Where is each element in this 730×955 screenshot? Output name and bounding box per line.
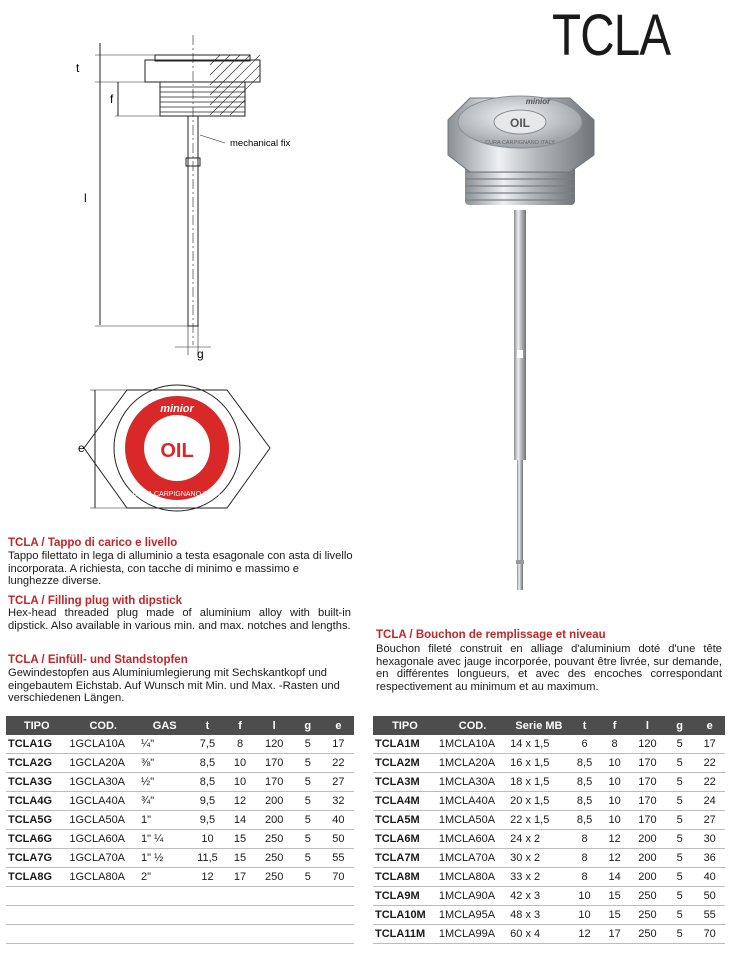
table-cell: 17	[694, 735, 725, 754]
table-cell: 10	[599, 773, 630, 792]
cell-tipo: TCLA11M	[373, 925, 437, 944]
cell-tipo: TCLA3G	[6, 773, 67, 792]
table-cell: 10	[225, 773, 256, 792]
col-header: COD.	[437, 716, 508, 735]
table-cell: 50	[694, 887, 725, 906]
table-cell: ¾"	[139, 792, 190, 811]
table-cell: 250	[256, 830, 293, 849]
table-cell: 8,5	[570, 811, 600, 830]
table-cell: 20 x 1,5	[508, 792, 570, 811]
product-photo	[420, 80, 620, 600]
table-cell: 250	[256, 868, 293, 887]
table-cell: 70	[323, 868, 354, 887]
table-row	[373, 773, 725, 792]
table-cell: 10	[599, 792, 630, 811]
col-header: t	[190, 716, 224, 735]
table-cell: 8,5	[190, 773, 224, 792]
photo-ring-text: CURA CARPIGNANO ITALY	[485, 140, 555, 146]
table-cell: 5	[665, 830, 695, 849]
table-row	[6, 792, 354, 811]
section-title-de: TCLA / Einfüll- und Standstopfen	[8, 654, 188, 666]
empty-cell	[6, 906, 354, 925]
table-cell: 1MCLA95A	[437, 906, 508, 925]
cell-tipo: TCLA2M	[373, 754, 437, 773]
table-cell: 1MCLA70A	[437, 849, 508, 868]
table-cell: 12	[599, 830, 630, 849]
badge-brand-text: minior	[160, 403, 194, 415]
table-cell: 8,5	[190, 754, 224, 773]
section-text-fr: Bouchon fileté construit en alliage d'aluminium doté d'une tête hexagonale avec jauge incorporée, pouvant être livrée, sur demande, en différentes longueurs, et avec des encoches correspondant respectivement au minimum et au maximum.	[376, 643, 722, 693]
section-title-it: TCLA / Tappo di carico e livello	[8, 537, 178, 549]
table-cell: 22	[694, 773, 725, 792]
table-cell: ⅜"	[139, 754, 190, 773]
badge-ring-text: CURA CARPIGNANO ITALY	[132, 491, 222, 498]
dim-e-label: e	[78, 441, 85, 455]
table-cell: 5	[665, 811, 695, 830]
table-cell: 22	[323, 754, 354, 773]
table-cell: 55	[694, 906, 725, 925]
cell-tipo: TCLA7G	[6, 849, 67, 868]
table-cell: 5	[293, 792, 323, 811]
table-cell: 1MCLA20A	[437, 754, 508, 773]
table-cell: 9,5	[190, 811, 224, 830]
section-title-en: TCLA / Filling plug with dipstick	[8, 595, 182, 607]
section-text-en: Hex-head threaded plug made of aluminium alloy with built-in dipstick. Also available in various min. and max. notches and lengths.	[8, 607, 351, 632]
dim-g-label: g	[197, 347, 204, 361]
table-cell: 10	[570, 906, 600, 925]
table-cell: 55	[323, 849, 354, 868]
cell-tipo: TCLA6G	[6, 830, 67, 849]
empty-cell	[6, 887, 354, 906]
table-cell: 1MCLA80A	[437, 868, 508, 887]
table-row	[373, 792, 725, 811]
table-cell: 1GCLA30A	[67, 773, 139, 792]
table-cell: 27	[694, 811, 725, 830]
table-cell: 1MCLA99A	[437, 925, 508, 944]
cell-tipo: TCLA2G	[6, 754, 67, 773]
table-cell: 8	[599, 735, 630, 754]
table-cell: 30 x 2	[508, 849, 570, 868]
cell-tipo: TCLA8G	[6, 868, 67, 887]
empty-row	[6, 906, 354, 925]
table-row	[373, 868, 725, 887]
table-cell: 120	[256, 735, 293, 754]
table-cell: 1GCLA70A	[67, 849, 139, 868]
table-row	[6, 735, 354, 754]
table-cell: 250	[630, 906, 665, 925]
table-cell: 200	[630, 849, 665, 868]
col-header: TIPO	[6, 716, 67, 735]
table-cell: 200	[256, 811, 293, 830]
table-cell: 5	[665, 868, 695, 887]
col-header: GAS	[139, 716, 190, 735]
table-cell: 48 x 3	[508, 906, 570, 925]
table-cell: 1MCLA30A	[437, 773, 508, 792]
empty-row	[6, 887, 354, 906]
table-cell: 24 x 2	[508, 830, 570, 849]
cell-tipo: TCLA1M	[373, 735, 437, 754]
table-row	[373, 925, 725, 944]
table-cell: 10	[599, 754, 630, 773]
table-row	[373, 754, 725, 773]
table-cell: 12	[190, 868, 224, 887]
table-cell: 170	[630, 792, 665, 811]
cell-tipo: TCLA4G	[6, 792, 67, 811]
table-cell: 8	[570, 830, 600, 849]
table-cell: 5	[665, 906, 695, 925]
table-cell: 1MCLA50A	[437, 811, 508, 830]
table-cell: 1MCLA40A	[437, 792, 508, 811]
table-cell: ¼"	[139, 735, 190, 754]
table-cell: 1GCLA60A	[67, 830, 139, 849]
empty-row	[6, 925, 354, 944]
table-cell: 12	[570, 925, 600, 944]
col-header: t	[570, 716, 600, 735]
photo-brand-text: minior	[525, 97, 551, 106]
table-cell: 17	[225, 868, 256, 887]
table-cell: 5	[665, 792, 695, 811]
table-cell: 200	[256, 792, 293, 811]
table-cell: 1MCLA10A	[437, 735, 508, 754]
table-row	[6, 830, 354, 849]
table-row	[6, 811, 354, 830]
table-row	[373, 811, 725, 830]
table-cell: 24	[694, 792, 725, 811]
table-cell: 14	[225, 811, 256, 830]
callout-label: mechanical fix	[230, 138, 291, 149]
table-cell: 8	[570, 868, 600, 887]
table-cell: 6	[570, 735, 600, 754]
table-cell: 32	[323, 792, 354, 811]
table-cell: 36	[694, 849, 725, 868]
cell-tipo: TCLA4M	[373, 792, 437, 811]
table-cell: 200	[630, 830, 665, 849]
table-cell: 10	[599, 811, 630, 830]
table-cell: 1GCLA20A	[67, 754, 139, 773]
table-cell: 170	[630, 811, 665, 830]
section-title-fr: TCLA / Bouchon de remplissage et niveau	[376, 629, 606, 641]
table-cell: 42 x 3	[508, 887, 570, 906]
table-cell: 1MCLA60A	[437, 830, 508, 849]
table-cell: 5	[665, 925, 695, 944]
cell-tipo: TCLA9M	[373, 887, 437, 906]
table-cell: 5	[665, 773, 695, 792]
col-header: COD.	[67, 716, 139, 735]
table-cell: 40	[694, 868, 725, 887]
table-cell: 170	[256, 754, 293, 773]
table-cell: 1GCLA50A	[67, 811, 139, 830]
col-header: e	[323, 716, 354, 735]
table-cell: 8,5	[570, 773, 600, 792]
table-cell: 5	[293, 754, 323, 773]
cell-tipo: TCLA8M	[373, 868, 437, 887]
table-cell: 15	[599, 887, 630, 906]
table-cell: 5	[293, 773, 323, 792]
col-header: TIPO	[373, 716, 437, 735]
table-cell: 1GCLA10A	[67, 735, 139, 754]
table-row	[6, 868, 354, 887]
table-cell: 2"	[139, 868, 190, 887]
table-cell: 17	[599, 925, 630, 944]
cell-tipo: TCLA10M	[373, 906, 437, 925]
metric-spec-table	[373, 716, 725, 944]
table-cell: 5	[665, 754, 695, 773]
table-cell: 10	[190, 830, 224, 849]
table-cell: 5	[293, 735, 323, 754]
table-cell: 15	[599, 906, 630, 925]
dim-f-label: f	[110, 92, 114, 106]
col-header: f	[599, 716, 630, 735]
table-cell: 1GCLA40A	[67, 792, 139, 811]
table-cell: 170	[630, 754, 665, 773]
table-cell: 12	[225, 792, 256, 811]
table-cell: 200	[630, 868, 665, 887]
table-cell: 33 x 2	[508, 868, 570, 887]
col-header: g	[293, 716, 323, 735]
table-cell: 10	[225, 754, 256, 773]
table-cell: 12	[599, 849, 630, 868]
table-cell: 5	[293, 849, 323, 868]
dim-l-label: l	[84, 191, 87, 205]
table-row	[6, 773, 354, 792]
table-cell: 8	[570, 849, 600, 868]
table-cell: 5	[293, 868, 323, 887]
table-cell: 5	[293, 811, 323, 830]
table-row	[373, 887, 725, 906]
table-cell: 1" ½	[139, 849, 190, 868]
dim-t-label: t	[76, 61, 80, 75]
cell-tipo: TCLA1G	[6, 735, 67, 754]
table-cell: 7,5	[190, 735, 224, 754]
table-cell: 15	[225, 830, 256, 849]
table-cell: 170	[630, 773, 665, 792]
table-cell: ½"	[139, 773, 190, 792]
table-row	[373, 830, 725, 849]
table-cell: 1GCLA80A	[67, 868, 139, 887]
empty-cell	[6, 925, 354, 944]
col-header: e	[694, 716, 725, 735]
table-cell: 1" ¼	[139, 830, 190, 849]
cell-tipo: TCLA5G	[6, 811, 67, 830]
table-row	[6, 849, 354, 868]
gas-spec-table	[6, 716, 354, 944]
col-header: l	[256, 716, 293, 735]
table-cell: 1"	[139, 811, 190, 830]
col-header: f	[225, 716, 256, 735]
cell-tipo: TCLA5M	[373, 811, 437, 830]
table-cell: 5	[293, 830, 323, 849]
table-cell: 1MCLA90A	[437, 887, 508, 906]
table-cell: 22	[694, 754, 725, 773]
col-header: l	[630, 716, 665, 735]
table-cell: 70	[694, 925, 725, 944]
table-cell: 8,5	[570, 754, 600, 773]
table-cell: 170	[256, 773, 293, 792]
table-cell: 15	[225, 849, 256, 868]
page-title: TCLA	[551, 3, 670, 68]
table-cell: 250	[256, 849, 293, 868]
table-cell: 50	[323, 830, 354, 849]
table-row	[6, 754, 354, 773]
section-text-de: Gewindestopfen aus Aluminiumlegierung mit Sechskantkopf und eingebautem Eichstab. Auf Wunsch mit Min. und Max. -Rasten und verschiedenen Längen.	[8, 667, 340, 705]
table-cell: 40	[323, 811, 354, 830]
table-cell: 22 x 1,5	[508, 811, 570, 830]
table-cell: 250	[630, 925, 665, 944]
table-cell: 14 x 1,5	[508, 735, 570, 754]
table-cell: 17	[323, 735, 354, 754]
col-header: Serie MB	[508, 716, 570, 735]
table-cell: 10	[570, 887, 600, 906]
section-text-it: Tappo filettato in lega di alluminio a testa esagonale con asta di livello incorporata. A richiesta, con tacche di minimo e massimo e lunghezze diverse.	[8, 550, 353, 588]
table-row	[373, 849, 725, 868]
cell-tipo: TCLA6M	[373, 830, 437, 849]
table-cell: 18 x 1,5	[508, 773, 570, 792]
table-cell: 60 x 4	[508, 925, 570, 944]
cell-tipo: TCLA3M	[373, 773, 437, 792]
badge-oil-text: OIL	[160, 440, 194, 462]
top-view-drawing	[70, 380, 290, 520]
table-cell: 120	[630, 735, 665, 754]
table-cell: 5	[665, 849, 695, 868]
table-cell: 14	[599, 868, 630, 887]
table-cell: 8	[225, 735, 256, 754]
table-cell: 5	[665, 887, 695, 906]
table-cell: 250	[630, 887, 665, 906]
table-cell: 5	[665, 735, 695, 754]
side-view-drawing	[70, 25, 320, 370]
table-row	[373, 906, 725, 925]
photo-oil-text: OIL	[510, 116, 530, 130]
col-header: g	[665, 716, 695, 735]
cell-tipo: TCLA7M	[373, 849, 437, 868]
table-cell: 8,5	[570, 792, 600, 811]
table-cell: 27	[323, 773, 354, 792]
table-cell: 16 x 1,5	[508, 754, 570, 773]
table-cell: 30	[694, 830, 725, 849]
table-cell: 9,5	[190, 792, 224, 811]
table-cell: 11,5	[190, 849, 224, 868]
table-row	[373, 735, 725, 754]
